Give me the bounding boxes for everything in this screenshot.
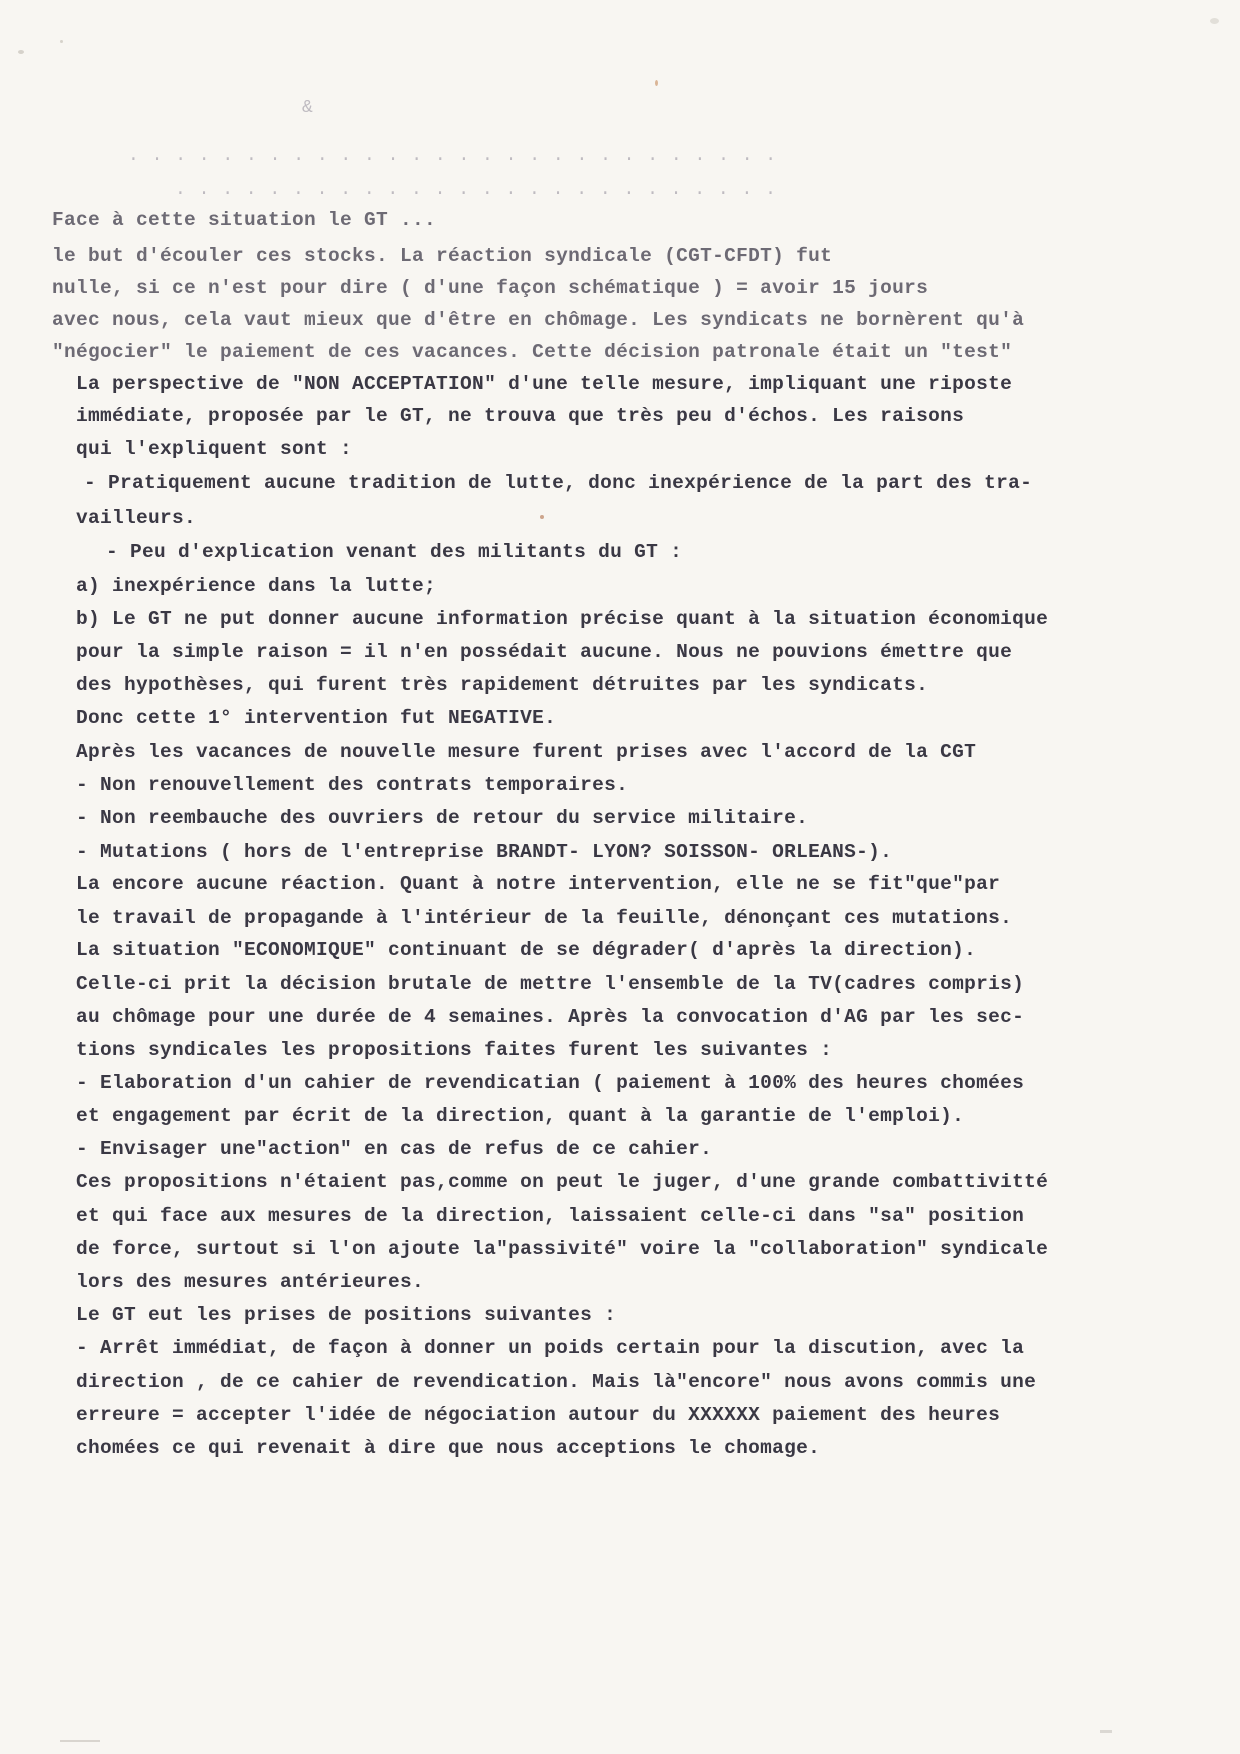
text-line: - Pratiquement aucune tradition de lutte, donc inexpérience de la part des tra- — [84, 472, 1033, 494]
text-line: au chômage pour une durée de 4 semaines. Après la convocation d'AG par les sec- — [76, 1006, 1025, 1028]
text-line: des hypothèses, qui furent très rapidement détruites par les syndicats. — [76, 674, 929, 696]
text-line: - Non reembauche des ouvriers de retour du service militaire. — [76, 807, 809, 829]
text-line: et engagement par écrit de la direction, quant à la garantie de l'emploi). — [76, 1105, 965, 1127]
text-line: - Mutations ( hors de l'entreprise BRANDT- LYON? SOISSON- ORLEANS-). — [76, 841, 893, 863]
faded-mark: & — [302, 98, 314, 118]
text-line: Celle-ci prit la décision brutale de mettre l'ensemble de la TV(cadres compris) — [76, 973, 1025, 995]
text-line: nulle, si ce n'est pour dire ( d'une façon schématique ) = avoir 15 jours — [52, 277, 929, 299]
text-line: - Non renouvellement des contrats temporaires. — [76, 774, 629, 796]
text-line: "négocier" le paiement de ces vacances. Cette décision patronale était un "test" — [52, 341, 1013, 363]
faded-line: . . . . . . . . . . . . . . . . . . . . . . . . . . — [175, 180, 777, 200]
text-line: le but d'écouler ces stocks. La réaction syndicale (CGT-CFDT) fut — [52, 245, 833, 267]
text-line: - Arrêt immédiat, de façon à donner un poids certain pour la discution, avec la — [76, 1337, 1025, 1359]
paper-stain — [60, 1740, 100, 1742]
text-line: Le GT eut les prises de positions suivantes : — [76, 1304, 617, 1326]
paper-stain — [655, 80, 658, 86]
text-line: immédiate, proposée par le GT, ne trouva que très peu d'échos. Les raisons — [76, 405, 965, 427]
text-line: - Peu d'explication venant des militants du GT : — [106, 541, 683, 563]
paper-stain — [18, 50, 24, 54]
faded-line: . . . . . . . . . . . . . . . . . . . . . . . . . . . . — [128, 146, 778, 166]
text-line: qui l'expliquent sont : — [76, 438, 353, 460]
text-line: et qui face aux mesures de la direction, laissaient celle-ci dans "sa" position — [76, 1205, 1025, 1227]
text-line: vailleurs. — [76, 507, 197, 529]
text-line: La perspective de "NON ACCEPTATION" d'une telle mesure, impliquant une riposte — [76, 373, 1013, 395]
text-line: a) inexpérience dans la lutte; — [76, 575, 437, 597]
text-line: - Envisager une"action" en cas de refus de ce cahier. — [76, 1138, 713, 1160]
text-line: Face à cette situation le GT ... — [52, 209, 437, 231]
text-line: lors des mesures antérieures. — [76, 1271, 425, 1293]
text-line: pour la simple raison = il n'en possédait aucune. Nous ne pouvions émettre que — [76, 641, 1013, 663]
text-line: Ces propositions n'étaient pas,comme on peut le juger, d'une grande combattivitté — [76, 1171, 1049, 1193]
text-line: Donc cette 1° intervention fut NEGATIVE. — [76, 707, 557, 729]
text-line: Après les vacances de nouvelle mesure furent prises avec l'accord de la CGT — [76, 741, 977, 763]
text-line: tions syndicales les propositions faites furent les suivantes : — [76, 1039, 833, 1061]
text-line: La encore aucune réaction. Quant à notre intervention, elle ne se fit"que"par — [76, 873, 1001, 895]
text-line: de force, surtout si l'on ajoute la"passivité" voire la "collaboration" syndicale — [76, 1238, 1049, 1260]
text-line: direction , de ce cahier de revendication. Mais là"encore" nous avons commis une — [76, 1371, 1037, 1393]
paper-stain — [60, 40, 63, 43]
text-line: chomées ce qui revenait à dire que nous acceptions le chomage. — [76, 1437, 821, 1459]
text-line: avec nous, cela vaut mieux que d'être en chômage. Les syndicats ne bornèrent qu'à — [52, 309, 1025, 331]
paper-stain — [1210, 18, 1219, 24]
text-line: La situation "ECONOMIQUE" continuant de se dégrader( d'après la direction). — [76, 939, 977, 961]
text-line: erreure = accepter l'idée de négociation autour du XXXXXX paiement des heures — [76, 1404, 1001, 1426]
paper-stain — [540, 515, 544, 519]
text-line: le travail de propagande à l'intérieur de la feuille, dénonçant ces mutations. — [76, 907, 1013, 929]
paper-stain — [1100, 1730, 1112, 1733]
text-line: b) Le GT ne put donner aucune information précise quant à la situation économique — [76, 608, 1049, 630]
text-line: - Elaboration d'un cahier de revendicatian ( paiement à 100% des heures chomées — [76, 1072, 1025, 1094]
